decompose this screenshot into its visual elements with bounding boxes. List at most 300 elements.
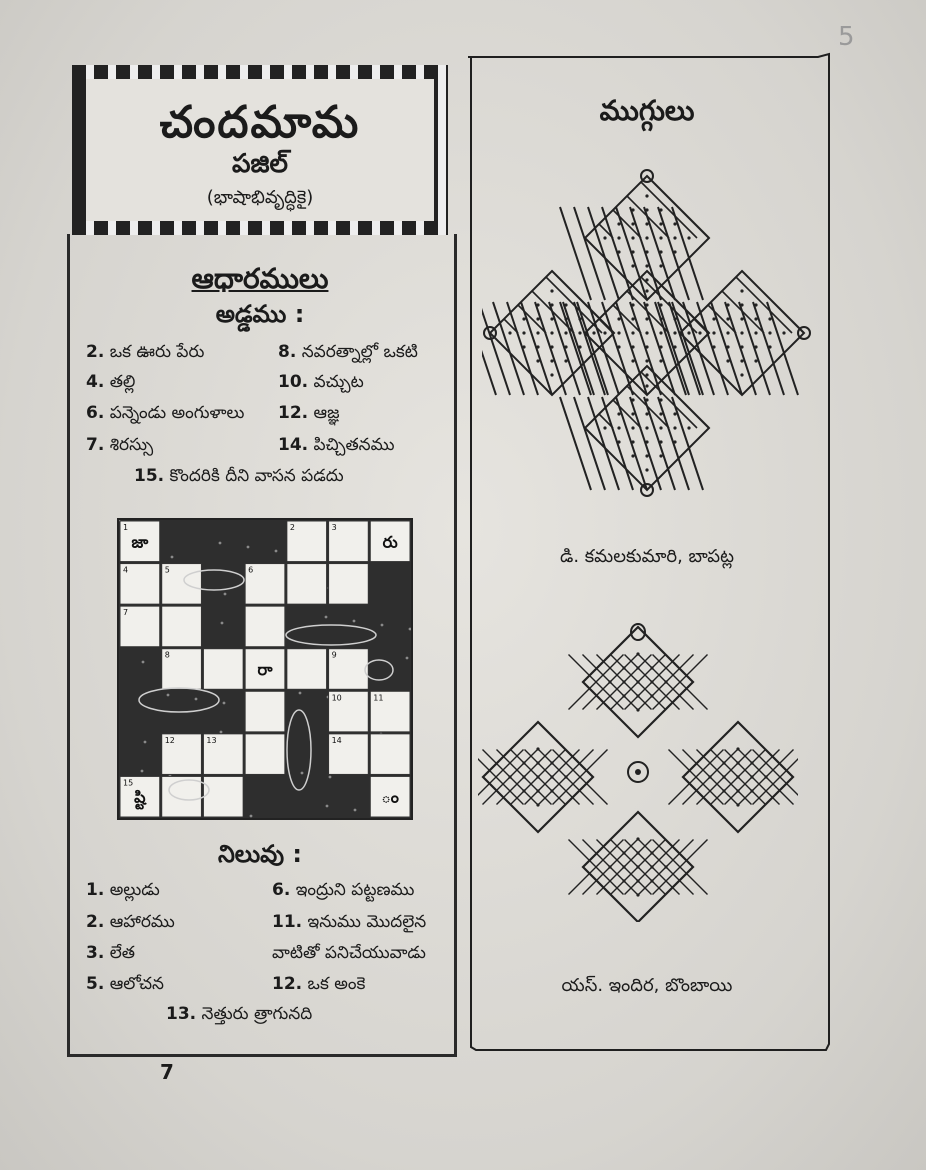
grid-speckle bbox=[167, 694, 170, 697]
grid-speckle bbox=[326, 805, 329, 808]
rangoli-dot bbox=[622, 879, 625, 882]
page-number: 7 bbox=[160, 1060, 174, 1084]
rangoli-dot bbox=[522, 331, 525, 334]
rangoli-dot bbox=[631, 331, 634, 334]
rangoli-line bbox=[630, 302, 661, 395]
rangoli-dot bbox=[740, 289, 743, 292]
across-clue: 2. ఒక ఊరు పేరు bbox=[86, 342, 205, 362]
rangoli-dot bbox=[631, 440, 634, 443]
grid-cell-number: 6 bbox=[248, 565, 254, 575]
rangoli-dot bbox=[631, 426, 634, 429]
grid-cell-letter: రు bbox=[382, 532, 398, 552]
rangoli-dot bbox=[636, 837, 639, 840]
grid-cell-number: 5 bbox=[164, 565, 170, 575]
rangoli-dot bbox=[726, 331, 729, 334]
rangoli-dot bbox=[659, 440, 662, 443]
rangoli-dot bbox=[645, 345, 648, 348]
rangoli-dot bbox=[522, 345, 525, 348]
rangoli-dot bbox=[645, 250, 648, 253]
rangoli-dot bbox=[782, 331, 785, 334]
rangoli-dot bbox=[650, 879, 653, 882]
rangoli-dot bbox=[603, 236, 606, 239]
grid-speckle bbox=[354, 809, 357, 812]
rangoli-dot bbox=[550, 303, 553, 306]
rangoli-dot bbox=[645, 331, 648, 334]
rangoli-line bbox=[630, 397, 661, 490]
rangoli-line bbox=[602, 302, 633, 395]
rangoli-dot bbox=[754, 303, 757, 306]
grid-speckle bbox=[195, 698, 198, 701]
rangoli-dot bbox=[608, 680, 611, 683]
crossword-svg bbox=[119, 520, 411, 818]
rangoli-dot bbox=[617, 412, 620, 415]
rangoli-dot bbox=[659, 303, 662, 306]
grid-speckle bbox=[325, 616, 328, 619]
grid-cell-letter: జా bbox=[131, 532, 149, 552]
grid-cell bbox=[245, 691, 285, 732]
puzzle-title: పజిల్ bbox=[232, 149, 288, 179]
rangoli-line bbox=[672, 397, 703, 490]
rangoli-dot bbox=[712, 345, 715, 348]
rangoli-dot bbox=[754, 345, 757, 348]
rangoli-dot bbox=[754, 331, 757, 334]
rangoli-dot bbox=[645, 236, 648, 239]
rangoli-dot bbox=[659, 359, 662, 362]
rangoli-dot bbox=[550, 331, 553, 334]
rangoli-dot bbox=[722, 761, 725, 764]
rangoli-dot bbox=[726, 359, 729, 362]
rangoli-dot bbox=[636, 893, 639, 896]
rangoli-dot bbox=[636, 865, 639, 868]
rangoli-dot bbox=[650, 680, 653, 683]
grid-cell bbox=[162, 776, 202, 817]
rangoli-line bbox=[725, 302, 756, 395]
rangoli-dot bbox=[645, 222, 648, 225]
rangoli-dot bbox=[645, 264, 648, 267]
rangoli-dot bbox=[522, 775, 525, 778]
grid-cell-number: 11 bbox=[373, 693, 384, 703]
grid-cell bbox=[245, 606, 285, 647]
crossword-grid bbox=[117, 518, 413, 820]
rangoli-dot bbox=[550, 317, 553, 320]
rangoli-dot bbox=[659, 398, 662, 401]
rangoli-dot bbox=[631, 264, 634, 267]
rangoli-dot bbox=[736, 747, 739, 750]
grid-speckle bbox=[381, 624, 384, 627]
rangoli-dot bbox=[645, 426, 648, 429]
rangoli-dot bbox=[645, 289, 648, 292]
rangoli-line bbox=[535, 302, 566, 395]
rangoli-dot bbox=[754, 359, 757, 362]
rangoli-dot bbox=[650, 694, 653, 697]
rangoli-dot bbox=[768, 345, 771, 348]
rangoli-dot bbox=[536, 317, 539, 320]
rangoli-dot bbox=[659, 250, 662, 253]
rangoli-dot bbox=[508, 775, 511, 778]
rangoli-line bbox=[602, 207, 633, 300]
rangoli-dot bbox=[578, 331, 581, 334]
rangoli-dot bbox=[645, 384, 648, 387]
rangoli-dot bbox=[550, 373, 553, 376]
rangoli-dot bbox=[726, 303, 729, 306]
rangoli-dot bbox=[592, 331, 595, 334]
magazine-title: చందమామ bbox=[159, 97, 361, 148]
rangoli-dot bbox=[659, 454, 662, 457]
rangoli-dot bbox=[659, 426, 662, 429]
across-heading: అడ్డము : bbox=[215, 300, 305, 328]
rangoli-dot bbox=[617, 440, 620, 443]
rangoli-dot bbox=[650, 851, 653, 854]
across-clue: 8. నవరత్నాల్లో ఒకటి bbox=[278, 342, 418, 362]
rangoli-dot bbox=[645, 317, 648, 320]
rangoli-dot bbox=[617, 331, 620, 334]
rangoli-pattern-2 bbox=[478, 622, 798, 922]
rangoli-credit-2: యస్. ఇందిర, బొంబాయి bbox=[561, 975, 733, 996]
rangoli-dot bbox=[698, 331, 701, 334]
rangoli-dot bbox=[550, 359, 553, 362]
grid-cell-letter: ష్టి bbox=[134, 787, 146, 807]
rangoli-dot bbox=[536, 359, 539, 362]
rangoli-dot bbox=[550, 789, 553, 792]
rangoli-dot bbox=[659, 317, 662, 320]
rangoli-dot bbox=[736, 789, 739, 792]
rangoli-dot bbox=[712, 331, 715, 334]
grid-cell-number: 15 bbox=[123, 778, 134, 788]
down-clue: 3. లేత bbox=[86, 943, 135, 963]
rangoli-line bbox=[518, 305, 546, 333]
grid-cell-number: 1 bbox=[123, 523, 129, 532]
rangoli-dot bbox=[522, 317, 525, 320]
grid-cell bbox=[245, 734, 285, 775]
rangoli-line bbox=[641, 372, 697, 428]
rangoli-dot bbox=[617, 317, 620, 320]
rangoli-dot bbox=[673, 412, 676, 415]
rangoli-dot bbox=[664, 865, 667, 868]
grid-speckle bbox=[171, 556, 174, 559]
grid-speckle bbox=[406, 657, 409, 660]
rangoli-dot bbox=[617, 236, 620, 239]
rangoli-dot bbox=[740, 373, 743, 376]
rangoli-center-dot bbox=[635, 769, 641, 775]
rangoli-dot bbox=[550, 761, 553, 764]
rangoli-line bbox=[616, 397, 647, 490]
rangoli-line bbox=[613, 305, 641, 333]
rangoli-dot bbox=[536, 747, 539, 750]
rangoli-dot bbox=[673, 317, 676, 320]
across-clue: 6. పన్నెండు అంగుళాలు bbox=[86, 403, 245, 423]
rangoli-dot bbox=[622, 666, 625, 669]
rangoli-dot bbox=[754, 317, 757, 320]
rangoli-dot bbox=[603, 331, 606, 334]
clues-heading: ఆధారములు bbox=[191, 262, 329, 295]
rangoli-dot bbox=[631, 222, 634, 225]
rangoli-dot bbox=[564, 345, 567, 348]
rangoli-dot bbox=[631, 345, 634, 348]
rangoli-dot bbox=[622, 694, 625, 697]
rangoli-1-lattice bbox=[482, 170, 810, 496]
rangoli-dot bbox=[645, 303, 648, 306]
grid-cell bbox=[203, 649, 243, 690]
rangoli-line bbox=[739, 302, 770, 395]
rangoli-dot bbox=[622, 865, 625, 868]
rangoli-dot bbox=[740, 359, 743, 362]
rangoli-dot bbox=[740, 331, 743, 334]
rangoli-line bbox=[708, 305, 736, 333]
grid-speckle bbox=[144, 741, 147, 744]
rangoli-dot bbox=[622, 851, 625, 854]
rangoli-dot bbox=[631, 208, 634, 211]
rangoli-dot bbox=[750, 761, 753, 764]
rangoli-dot bbox=[617, 222, 620, 225]
rangoli-dot bbox=[645, 440, 648, 443]
rangoli-dot bbox=[636, 680, 639, 683]
rangoli-dot bbox=[740, 303, 743, 306]
rangoli-dot bbox=[740, 345, 743, 348]
grid-speckle bbox=[221, 622, 224, 625]
across-clue: 12. ఆజ్ఞ bbox=[278, 403, 340, 423]
rangoli-dot bbox=[550, 775, 553, 778]
rangoli-dot bbox=[712, 317, 715, 320]
rangoli-dot bbox=[536, 345, 539, 348]
grid-cell-number: 14 bbox=[331, 735, 342, 745]
rangoli-dot bbox=[687, 331, 690, 334]
rangoli-dot bbox=[631, 317, 634, 320]
rangoli-dot bbox=[645, 373, 648, 376]
rangoli-dot bbox=[636, 666, 639, 669]
rangoli-dot bbox=[622, 680, 625, 683]
rangoli-dot bbox=[564, 359, 567, 362]
rangoli-dot bbox=[645, 398, 648, 401]
grid-cell-number: 13 bbox=[206, 735, 217, 745]
down-clue: 12. ఒక అంకె bbox=[272, 974, 366, 994]
rangoli-dot bbox=[736, 761, 739, 764]
rangoli-2-lattice bbox=[478, 624, 798, 922]
rangoli-line bbox=[630, 207, 661, 300]
rangoli-line bbox=[644, 397, 675, 490]
grid-cell bbox=[370, 734, 410, 775]
grid-cell-number: 3 bbox=[331, 523, 337, 532]
rangoli-dot bbox=[636, 708, 639, 711]
rangoli-dot bbox=[740, 317, 743, 320]
rangoli-dot bbox=[631, 359, 634, 362]
rangoli-dot bbox=[578, 345, 581, 348]
down-clue: 5. ఆలోచన bbox=[86, 974, 164, 994]
rangoli-dot bbox=[722, 789, 725, 792]
rangoli-dot bbox=[508, 331, 511, 334]
rangoli-dot bbox=[673, 222, 676, 225]
rangoli-dot bbox=[536, 789, 539, 792]
grid-speckle bbox=[141, 770, 144, 773]
rangoli-dot bbox=[687, 426, 690, 429]
grid-speckle bbox=[301, 772, 304, 775]
rangoli-dot bbox=[650, 865, 653, 868]
rangoli-dot bbox=[673, 331, 676, 334]
rangoli-line bbox=[711, 302, 742, 395]
rangoli-dot bbox=[764, 775, 767, 778]
across-clue: 7. శిరస్సు bbox=[86, 435, 154, 455]
rangoli-line bbox=[658, 397, 689, 490]
grid-cell bbox=[287, 564, 327, 605]
title-box bbox=[72, 65, 448, 235]
rangoli-line bbox=[641, 182, 697, 238]
down-clue: 11. ఇనుము మొదలైన bbox=[272, 912, 427, 932]
grid-speckle bbox=[220, 731, 223, 734]
rangoli-line bbox=[641, 277, 697, 333]
rangoli-dot bbox=[645, 454, 648, 457]
rangoli-dot bbox=[645, 194, 648, 197]
rangoli-dot bbox=[617, 345, 620, 348]
rangoli-dot bbox=[750, 775, 753, 778]
across-clue: 4. తల్లి bbox=[86, 372, 136, 392]
rangoli-credit-1: డి. కమలకుమారి, బాపట్ల bbox=[560, 546, 734, 567]
grid-speckle bbox=[329, 776, 332, 779]
rangoli-line bbox=[736, 277, 792, 333]
grid-cell-number: 2 bbox=[289, 523, 295, 532]
rangoli-line bbox=[697, 302, 728, 395]
rangoli-dot bbox=[631, 236, 634, 239]
rangoli-dot bbox=[636, 879, 639, 882]
rangoli-dot bbox=[726, 345, 729, 348]
rangoli-dot bbox=[673, 426, 676, 429]
rangoli-line bbox=[588, 397, 619, 490]
grid-speckle bbox=[142, 661, 145, 664]
rangoli-dot bbox=[659, 345, 662, 348]
rangoli-dot bbox=[708, 775, 711, 778]
rangoli-dot bbox=[536, 803, 539, 806]
grid-speckle bbox=[275, 550, 278, 553]
grid-cell-number: 12 bbox=[164, 735, 175, 745]
grid-speckle bbox=[223, 702, 226, 705]
rangoli-dot bbox=[673, 345, 676, 348]
rangoli-dot bbox=[522, 789, 525, 792]
rangoli-dot bbox=[608, 865, 611, 868]
rangoli-line bbox=[613, 400, 641, 428]
rangoli-dot bbox=[650, 666, 653, 669]
rangoli-dot bbox=[659, 236, 662, 239]
grid-cell-number: 4 bbox=[123, 565, 129, 575]
rangoli-dot bbox=[736, 803, 739, 806]
muggulu-title: ముగ్గులు bbox=[599, 94, 695, 127]
down-clue: 6. ఇంద్రుని పట్టణము bbox=[272, 880, 415, 900]
grid-speckle bbox=[224, 593, 227, 596]
rangoli-dot bbox=[564, 331, 567, 334]
rangoli-dot bbox=[645, 468, 648, 471]
rangoli-dot bbox=[550, 289, 553, 292]
down-heading: నిలువు : bbox=[217, 840, 303, 868]
rangoli-dot bbox=[722, 775, 725, 778]
rangoli-dot bbox=[687, 236, 690, 239]
rangoli-dot bbox=[750, 789, 753, 792]
rangoli-dot bbox=[536, 331, 539, 334]
across-clue: 14. పిచ్చితనము bbox=[278, 435, 395, 455]
page-corner-mark: 5 bbox=[838, 22, 855, 52]
rangoli-dot bbox=[659, 222, 662, 225]
rangoli-dot bbox=[550, 345, 553, 348]
rangoli-dot bbox=[631, 412, 634, 415]
rangoli-dot bbox=[564, 775, 567, 778]
rangoli-dot bbox=[636, 652, 639, 655]
title-note: (భాషాభివృద్ధికై) bbox=[206, 187, 314, 208]
rangoli-dot bbox=[603, 426, 606, 429]
rangoli-line bbox=[507, 302, 538, 395]
rangoli-line bbox=[560, 397, 591, 490]
grid-speckle bbox=[250, 815, 253, 818]
rangoli-dot bbox=[631, 303, 634, 306]
grid-speckle bbox=[353, 620, 356, 623]
rangoli-pattern-1 bbox=[482, 168, 812, 498]
grid-cell bbox=[287, 649, 327, 690]
rangoli-dot bbox=[645, 412, 648, 415]
grid-cell-number: 8 bbox=[164, 650, 170, 660]
rangoli-dot bbox=[768, 331, 771, 334]
rangoli-line bbox=[588, 207, 619, 300]
rangoli-dot bbox=[617, 426, 620, 429]
rangoli-dot bbox=[673, 236, 676, 239]
rangoli-dot bbox=[631, 454, 634, 457]
grid-cell bbox=[329, 564, 369, 605]
down-clue: 13. నెత్తురు త్రాగునది bbox=[166, 1004, 313, 1024]
rangoli-dot bbox=[645, 208, 648, 211]
rangoli-line bbox=[644, 207, 675, 300]
rangoli-dot bbox=[522, 761, 525, 764]
rangoli-line bbox=[672, 207, 703, 300]
rangoli-line bbox=[493, 302, 524, 395]
rangoli-dot bbox=[636, 851, 639, 854]
grid-cell-letter: రా bbox=[257, 660, 273, 679]
rangoli-dot bbox=[673, 250, 676, 253]
rangoli-dot bbox=[736, 775, 739, 778]
grid-cell-number: 9 bbox=[331, 650, 337, 660]
grid-speckle bbox=[247, 546, 250, 549]
rangoli-line bbox=[767, 302, 798, 395]
across-clue: 10. వచ్చుట bbox=[278, 372, 364, 392]
rangoli-dot bbox=[631, 398, 634, 401]
rangoli-dot bbox=[659, 208, 662, 211]
rangoli-dot bbox=[631, 250, 634, 253]
rangoli-line bbox=[613, 210, 641, 238]
grid-cell-letter: ం bbox=[381, 787, 399, 807]
rangoli-dot bbox=[664, 680, 667, 683]
down-clue: 2. ఆహారము bbox=[86, 912, 175, 932]
rangoli-dot bbox=[536, 303, 539, 306]
rangoli-dot bbox=[636, 694, 639, 697]
grid-speckle bbox=[219, 542, 222, 545]
rangoli-dot bbox=[659, 264, 662, 267]
across-clue: 15. కొందరికి దీని వాసన పడదు bbox=[134, 466, 344, 486]
grid-cell bbox=[203, 776, 243, 817]
rangoli-dot bbox=[726, 317, 729, 320]
rangoli-dot bbox=[617, 250, 620, 253]
rangoli-line bbox=[560, 207, 591, 300]
rangoli-dot bbox=[536, 775, 539, 778]
rangoli-dot bbox=[645, 359, 648, 362]
grid-cell bbox=[162, 606, 202, 647]
rangoli-dot bbox=[659, 331, 662, 334]
grid-cell-number: 7 bbox=[123, 608, 129, 618]
rangoli-line bbox=[521, 302, 552, 395]
down-clue: 1. అల్లుడు bbox=[86, 880, 160, 900]
rangoli-line bbox=[753, 302, 784, 395]
rangoli-dot bbox=[673, 440, 676, 443]
rangoli-dot bbox=[659, 412, 662, 415]
rangoli-dot bbox=[768, 317, 771, 320]
rangoli-dot bbox=[564, 303, 567, 306]
down-clue: వాటితో పనిచేయువాడు bbox=[272, 943, 426, 963]
grid-speckle bbox=[299, 692, 302, 695]
rangoli-line bbox=[602, 397, 633, 490]
rangoli-dot bbox=[536, 761, 539, 764]
grid-cell-number: 10 bbox=[331, 693, 342, 703]
